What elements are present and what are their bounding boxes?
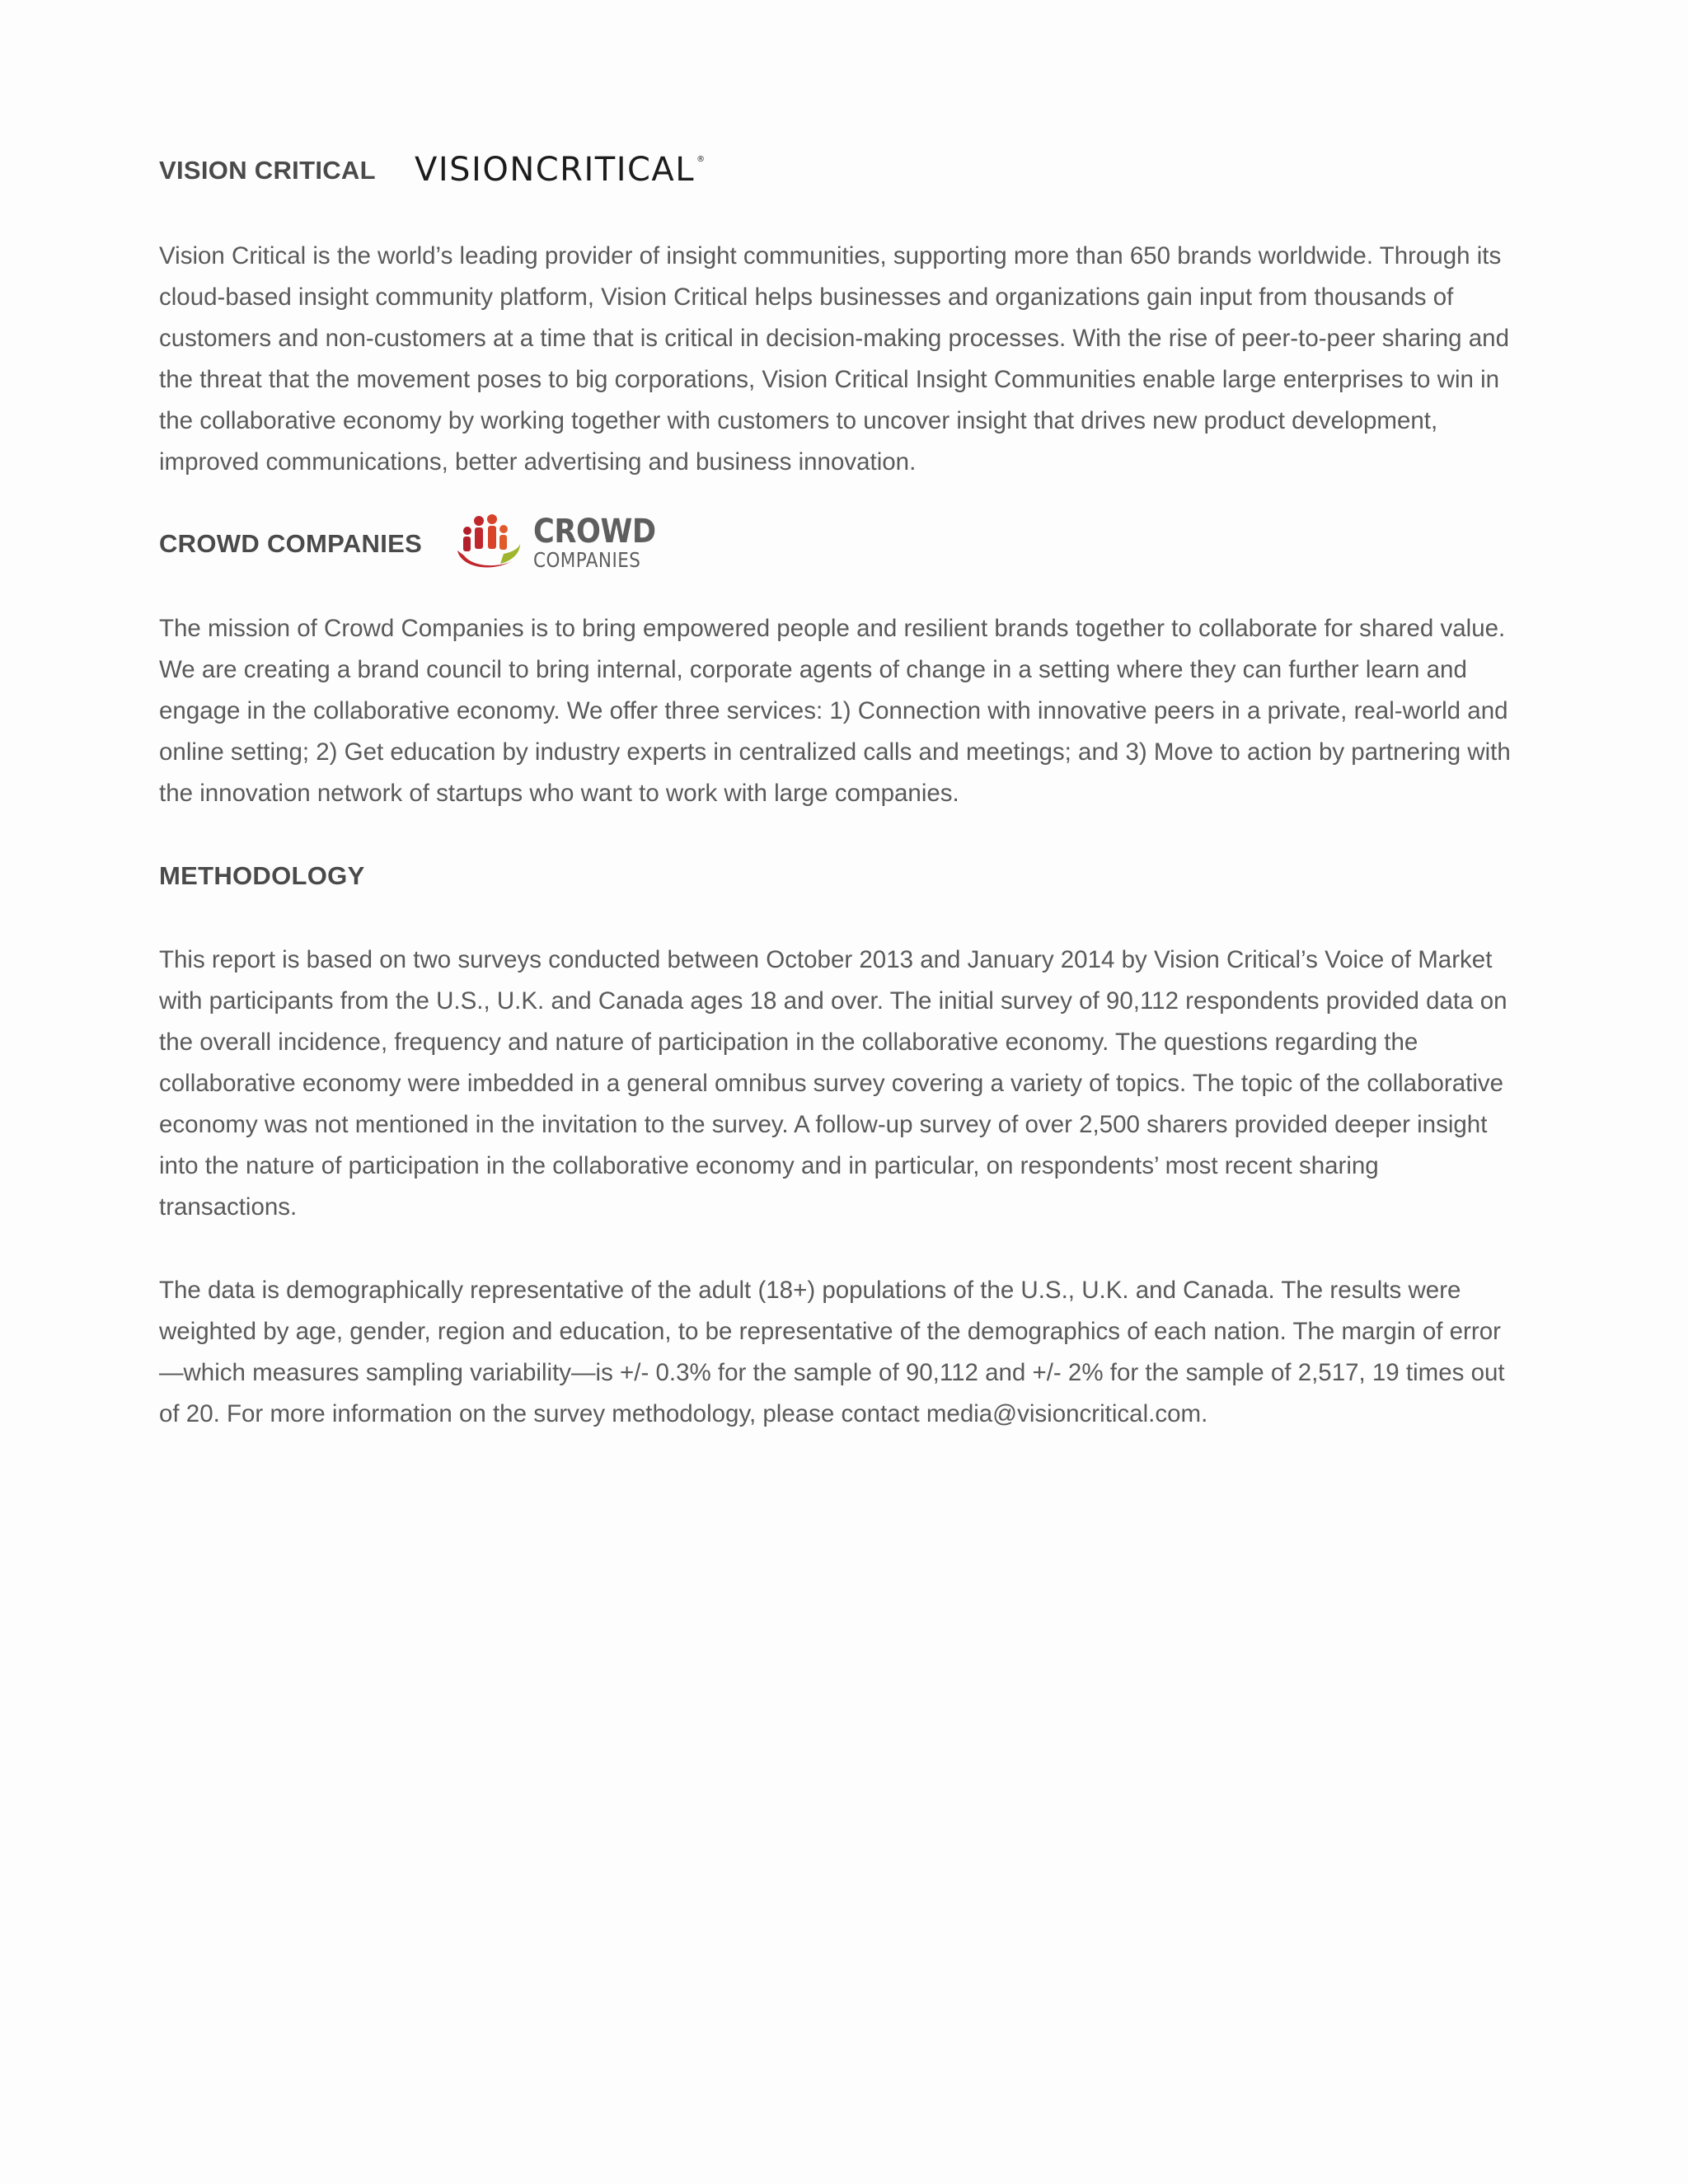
- vision-critical-wordmark: VISIONCRITICAL: [415, 151, 696, 189]
- crowd-wordmark-line2: COMPANIES: [533, 547, 641, 572]
- registered-mark: ®: [696, 155, 706, 164]
- section-heading-crowd-companies: CROWD COMPANIES: [159, 529, 423, 558]
- section-heading-methodology: METHODOLOGY: [159, 861, 365, 890]
- methodology-header: [159, 861, 365, 891]
- crowd-companies-header: [159, 529, 422, 559]
- vision-critical-header: [159, 156, 376, 185]
- crowd-wordmark-line1: CROWD: [533, 512, 656, 551]
- methodology-paragraph-2: The data is demographically representative of the adult (18+) populations of the U.S., U.K. and Canada. The results were weighted by age, gender, region and education, to be representative of the demographics of each nation. The margin of error—which measures sampling variability—is +/- 0.3% for the sample of 90,112 and +/- 2% for the sample of 2,517, 19 times out of 20. For more information on the survey methodology, please contact media@visioncritical.com.: [159, 1277, 1505, 1427]
- crowd-companies-wordmark: [533, 512, 673, 572]
- vision-critical-logo: [415, 152, 705, 188]
- vision-critical-paragraph: Vision Critical is the world’s leading provider of insight communities, supporting more than 650 brands worldwide. Through its cloud-based insight community platform, Vision Critical helps businesses and organizations gain input from thousands of customers and non-customers at a time that is critical in decision-making processes. With the rise of peer-to-peer sharing and the threat that the movement poses to big corporations, Vision Critical Insight Communities enable large enterprises to win in the collaborative economy by working together with customers to uncover insight that drives new product development, improved communications, better advertising and business innovation.: [159, 242, 1509, 476]
- crowd-people-icon: [454, 513, 523, 572]
- section-heading-vision-critical: VISION CRITICAL: [159, 156, 376, 185]
- crowd-companies-logo: [454, 513, 673, 572]
- methodology-paragraph-1: This report is based on two surveys conducted between October 2013 and January 2014 by Vision Critical’s Voice of Market with participants from the U.S., U.K. and Canada ages 18 and over. The initial survey of 90,112 respondents provided data on the overall incidence, frequency and nature of participation in the collaborative economy. The questions regarding the collaborative economy were imbedded in a general omnibus survey covering a variety of topics. The topic of the collaborative economy was not mentioned in the invitation to the survey. A follow-up survey of over 2,500 sharers provided deeper insight into the nature of participation in the collaborative economy and in particular, on respondents’ most recent sharing transactions.: [159, 946, 1507, 1221]
- crowd-companies-paragraph: The mission of Crowd Companies is to bring empowered people and resilient brands together to collaborate for shared value. We are creating a brand council to bring internal, corporate agents of change in a setting where they can further learn and engage in the collaborative economy. We offer three services: 1) Connection with innovative peers in a private, real-world and online setting; 2) Get education by industry experts in centralized calls and meetings; and 3) Move to action by partnering with the innovation network of startups who want to work with large companies.: [159, 615, 1511, 807]
